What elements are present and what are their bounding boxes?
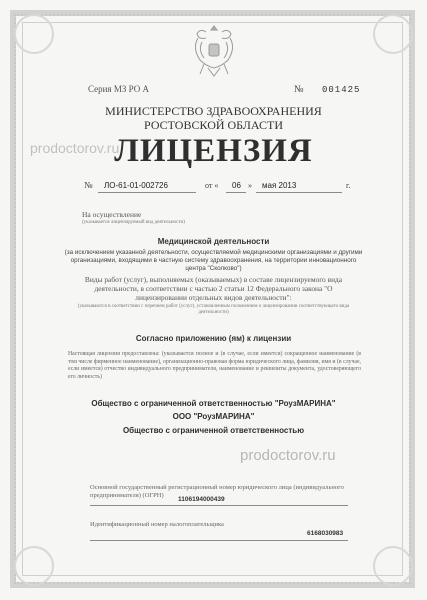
underline: [98, 192, 196, 193]
license-date-label: от «: [205, 181, 219, 190]
inn-label: Идентификационный номер налогоплательщика: [90, 521, 224, 528]
underline: [90, 505, 348, 506]
subject-hint: (указывается лицензируемый вид деятельности): [82, 220, 185, 225]
watermark: prodoctorov.ru: [30, 140, 120, 156]
year-suffix: г.: [346, 181, 351, 190]
license-number: ЛО-61-01-002726: [104, 181, 168, 190]
organization-legal-form: Общество с ограниченной ответственностью: [122, 426, 305, 435]
appendix-reference: Согласно приложению (ям) к лицензии: [135, 334, 292, 343]
corner-ornament: [373, 14, 413, 54]
organization-short-name: ООО "РоузМАРИНА": [172, 412, 255, 421]
license-number-label: №: [84, 180, 93, 190]
ogrn-value: 1106194000439: [178, 496, 225, 503]
provided-to-text: Настоящая лицензия предоставлена: (указывается полное и (в случае, если имеется) сокращенное наименование (в том числе фирменное наименование), организационно-правовая форма юридического лица, фамилия, имя и (в случае, если имеется) отчество индивидуального предпринимателя, наименование и реквизиты документа, удостоверяющего его личность): [68, 351, 361, 380]
subject-label: На осуществление: [82, 210, 142, 219]
activity-name: Медицинской деятельности: [157, 237, 270, 246]
inn-value: 6168030983: [307, 530, 344, 537]
watermark: prodoctorov.ru: [240, 447, 336, 464]
corner-ornament: [14, 546, 54, 586]
activity-note: (за исключением указанной деятельности, осуществляемой медицинскими организациями и другими организациями, входящими в частную систему здравоохранения, на территории инновационного центра "Сколково"): [64, 249, 363, 272]
license-day: 06: [232, 181, 241, 190]
underline: [90, 540, 348, 541]
works-text: Виды работ (услуг), выполняемых (оказываемых) в составе лицензируемого вида деятельности, в соответствии с частью 2 статьи 12 Федерального закона "О лицензировании отдельных видов деятельности":: [84, 275, 343, 302]
license-day-close: »: [248, 181, 252, 190]
corner-ornament: [14, 14, 54, 54]
corner-ornament: [373, 546, 413, 586]
ministry-line-2: РОСТОВСКОЙ ОБЛАСТИ: [144, 118, 283, 132]
underline: [226, 192, 246, 193]
document-title: ЛИЦЕНЗИЯ: [114, 133, 313, 169]
form-number: 001425: [322, 85, 361, 95]
number-label: №: [294, 84, 304, 95]
series-label: Серия МЗ РО А: [88, 84, 149, 94]
works-hint: (указываются в соответствии с перечнем работ (услуг), установленным положением о лицензировании соответствующего вида деятельности): [77, 304, 350, 315]
ogrn-label: Основной государственный регистрационный номер юридического лица (индивидуального предпринимателя) (ОГРН): [90, 484, 344, 499]
coat-of-arms-icon: [188, 22, 240, 80]
ministry-line-1: МИНИСТЕРСТВО ЗДРАВООХРАНЕНИЯ: [105, 104, 322, 118]
license-month-year: мая 2013: [262, 181, 297, 190]
underline: [256, 192, 342, 193]
organization-full-name: Общество с ограниченной ответственностью "РоузМАРИНА": [91, 399, 336, 408]
ministry-name: [60, 104, 367, 132]
